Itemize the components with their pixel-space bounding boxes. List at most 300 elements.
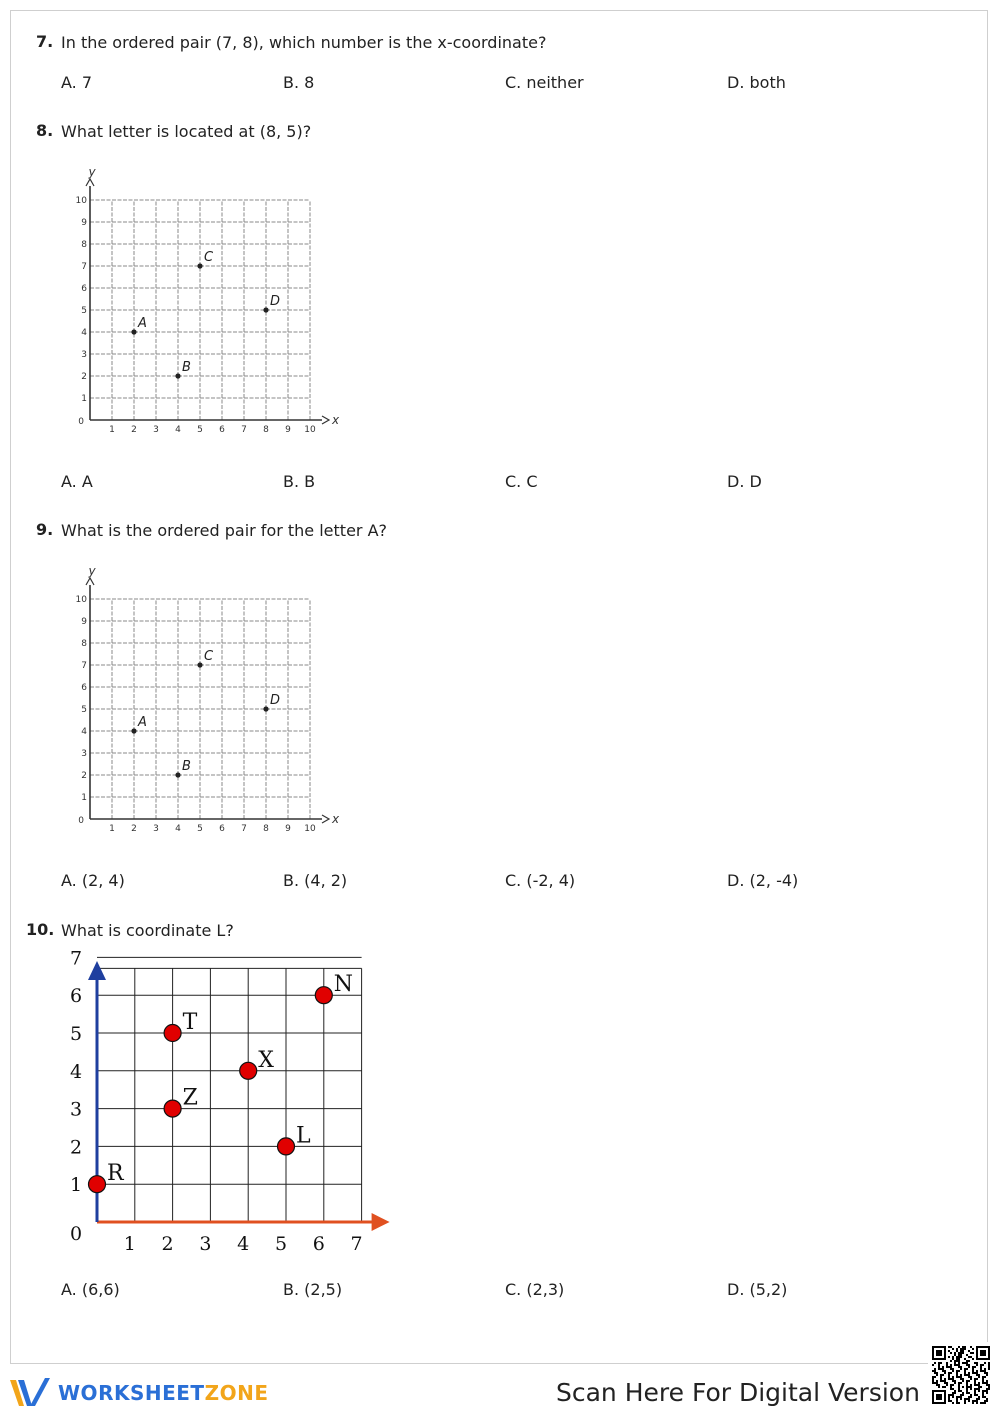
qr-module	[972, 1352, 974, 1354]
qr-module	[968, 1386, 970, 1388]
qr-module	[952, 1370, 954, 1372]
data-point	[315, 987, 332, 1004]
qr-module	[970, 1346, 972, 1348]
y-tick-label: 3	[69, 1098, 83, 1121]
qr-module	[956, 1358, 958, 1360]
qr-module	[962, 1392, 964, 1394]
qr-module	[964, 1370, 966, 1372]
qr-finder-center	[980, 1350, 986, 1356]
qr-module	[984, 1400, 986, 1402]
option-d[interactable]: D. both	[727, 73, 786, 92]
x-tick-label: 4	[175, 425, 181, 435]
qr-module	[960, 1390, 962, 1392]
qr-module	[986, 1372, 988, 1374]
option-b[interactable]: B. 8	[283, 73, 315, 92]
qr-module	[952, 1384, 954, 1386]
qr-module	[982, 1392, 984, 1394]
point-label: N	[333, 972, 354, 998]
qr-module	[960, 1378, 962, 1380]
qr-module	[950, 1366, 952, 1368]
data-point	[240, 1062, 257, 1079]
qr-module	[956, 1374, 958, 1376]
qr-module	[942, 1386, 944, 1388]
qr-module	[968, 1366, 970, 1368]
qr-module	[956, 1360, 958, 1362]
y-tick-label: 10	[75, 196, 87, 206]
qr-module	[950, 1386, 952, 1388]
brand-name: WORKSHEETZONE	[58, 1381, 269, 1405]
point-label: B	[182, 759, 191, 774]
y-axis-arrow	[86, 179, 94, 186]
qr-module	[966, 1398, 968, 1400]
x-tick-label: 4	[175, 824, 181, 834]
qr-module	[974, 1384, 976, 1386]
qr-module	[982, 1394, 984, 1396]
qr-module	[972, 1348, 974, 1350]
point-label: X	[258, 1047, 274, 1073]
option-b[interactable]: B. (2,5)	[283, 1280, 343, 1299]
x-tick-label: 2	[131, 425, 137, 435]
data-point	[263, 706, 268, 711]
brand-logo	[8, 1376, 268, 1410]
qr-module	[962, 1394, 964, 1396]
qr-module	[980, 1386, 982, 1388]
x-tick-label: 3	[199, 1233, 212, 1255]
qr-module	[960, 1352, 962, 1354]
qr-module	[938, 1362, 940, 1364]
qr-module	[950, 1364, 952, 1366]
qr-module	[986, 1400, 988, 1402]
qr-module	[978, 1374, 980, 1376]
qr-module	[976, 1400, 978, 1402]
point-label: T	[182, 1010, 198, 1035]
qr-module	[982, 1378, 984, 1380]
qr-module	[970, 1386, 972, 1388]
qr-module	[942, 1366, 944, 1368]
x-axis-arrow	[372, 1213, 390, 1231]
qr-module	[954, 1382, 956, 1384]
qr-module	[966, 1368, 968, 1370]
qr-module	[968, 1364, 970, 1366]
x-tick-label: 5	[274, 1233, 288, 1255]
point-label: C	[204, 250, 214, 265]
qr-module	[976, 1374, 978, 1376]
qr-module	[956, 1348, 958, 1350]
qr-module	[986, 1380, 988, 1382]
x-tick-label: 7	[241, 824, 247, 834]
y-axis-label: y	[88, 564, 96, 578]
data-point	[197, 662, 202, 667]
qr-module	[968, 1398, 970, 1400]
qr-module	[952, 1380, 954, 1382]
qr-module	[982, 1382, 984, 1384]
qr-module	[976, 1394, 978, 1396]
qr-module	[964, 1398, 966, 1400]
qr-module	[976, 1370, 978, 1372]
qr-module	[956, 1396, 958, 1398]
point-label: A	[138, 715, 147, 730]
qr-module	[954, 1364, 956, 1366]
qr-module	[984, 1390, 986, 1392]
qr-module	[932, 1378, 934, 1380]
qr-module	[964, 1402, 966, 1404]
qr-module	[958, 1352, 960, 1354]
qr-module	[952, 1368, 954, 1370]
option-b[interactable]: B. B	[283, 472, 316, 491]
qr-module	[956, 1398, 958, 1400]
y-tick-label: 1	[69, 1174, 83, 1197]
qr-module	[944, 1372, 946, 1374]
qr-module	[950, 1378, 952, 1380]
qr-module	[956, 1372, 958, 1374]
option-a[interactable]: A. 7	[61, 73, 93, 92]
qr-module	[962, 1350, 964, 1352]
qr-module	[980, 1366, 982, 1368]
qr-module	[976, 1362, 978, 1364]
qr-module	[944, 1378, 946, 1380]
x-tick-label: 1	[109, 425, 115, 435]
qr-module	[950, 1388, 952, 1390]
qr-module	[936, 1384, 938, 1386]
qr-module	[986, 1382, 988, 1384]
qr-module	[944, 1382, 946, 1384]
qr-module	[986, 1374, 988, 1376]
point-label: B	[182, 360, 191, 375]
x-tick-label: 1	[109, 824, 115, 834]
qr-module	[986, 1384, 988, 1386]
qr-module	[952, 1394, 954, 1396]
qr-module	[958, 1402, 960, 1404]
qr-module	[978, 1388, 980, 1390]
x-axis-arrow	[322, 815, 329, 823]
qr-module	[958, 1388, 960, 1390]
y-tick-label: 5	[69, 1023, 83, 1045]
qr-module	[980, 1370, 982, 1372]
x-tick-label: 2	[161, 1233, 174, 1255]
qr-module	[960, 1394, 962, 1396]
qr-module	[948, 1350, 950, 1352]
qr-code-icon[interactable]	[928, 1342, 994, 1408]
option-d[interactable]: D. (2, -4)	[727, 871, 799, 890]
qr-module	[944, 1380, 946, 1382]
qr-module	[976, 1384, 978, 1386]
y-tick-label: 2	[69, 1136, 83, 1159]
qr-module	[964, 1362, 966, 1364]
qr-module	[982, 1380, 984, 1382]
question-text: What letter is located at (8, 5)?	[61, 122, 312, 141]
y-tick-label: 9	[81, 617, 87, 627]
worksheetzone-w-logo-icon	[8, 1376, 52, 1410]
qr-module	[966, 1354, 968, 1356]
qr-module	[978, 1398, 980, 1400]
qr-module	[974, 1380, 976, 1382]
qr-module	[974, 1382, 976, 1384]
qr-module	[982, 1402, 984, 1404]
scan-instruction: Scan Here For Digital Version	[556, 1378, 920, 1407]
x-tick-label: 2	[131, 824, 137, 834]
qr-module	[932, 1382, 934, 1384]
qr-module	[980, 1402, 982, 1404]
qr-module	[986, 1398, 988, 1400]
option-a[interactable]: A. (2, 4)	[61, 871, 125, 890]
qr-module	[946, 1384, 948, 1386]
x-tick-label: 9	[285, 824, 291, 834]
qr-module	[960, 1398, 962, 1400]
qr-module	[968, 1374, 970, 1376]
question-number: 9.	[36, 520, 54, 539]
qr-module	[934, 1376, 936, 1378]
qr-module	[988, 1366, 990, 1368]
option-c[interactable]: C. (-2, 4)	[505, 871, 576, 890]
question-text: What is coordinate L?	[61, 921, 234, 940]
qr-module	[950, 1394, 952, 1396]
qr-module	[936, 1372, 938, 1374]
y-tick-label: 2	[81, 771, 87, 781]
y-tick-label: 7	[81, 661, 87, 671]
qr-module	[974, 1392, 976, 1394]
x-tick-label: 10	[304, 824, 316, 834]
x-tick-label: 7	[241, 425, 247, 435]
qr-module	[984, 1396, 986, 1398]
x-tick-label: 3	[153, 425, 159, 435]
option-d[interactable]: D. D	[727, 472, 762, 491]
question-text: In the ordered pair (7, 8), which number is the x-coordinate?	[61, 33, 547, 52]
y-axis-arrow	[88, 961, 106, 980]
qr-module	[988, 1364, 990, 1366]
coordinate-grid-q10	[50, 947, 390, 1260]
x-tick-label: 5	[197, 425, 203, 435]
x-tick-label: 10	[304, 425, 316, 435]
qr-module	[968, 1396, 970, 1398]
qr-module	[934, 1372, 936, 1374]
qr-module	[974, 1400, 976, 1402]
qr-module	[958, 1384, 960, 1386]
qr-module	[958, 1386, 960, 1388]
question-text: What is the ordered pair for the letter A?	[61, 521, 388, 540]
qr-module	[960, 1348, 962, 1350]
qr-module	[934, 1362, 936, 1364]
qr-module	[948, 1400, 950, 1402]
coordinate-grid-q8	[60, 158, 360, 448]
qr-module	[962, 1346, 964, 1348]
qr-module	[962, 1380, 964, 1382]
x-axis-label: x	[332, 413, 340, 427]
data-point	[164, 1100, 181, 1117]
qr-module	[988, 1368, 990, 1370]
qr-module	[952, 1348, 954, 1350]
qr-module	[976, 1388, 978, 1390]
qr-module	[960, 1368, 962, 1370]
point-label: A	[138, 316, 147, 331]
qr-module	[966, 1374, 968, 1376]
qr-module	[956, 1350, 958, 1352]
data-point	[89, 1176, 106, 1193]
qr-module	[932, 1370, 934, 1372]
qr-module	[968, 1372, 970, 1374]
qr-module	[942, 1380, 944, 1382]
qr-module	[932, 1380, 934, 1382]
qr-module	[946, 1366, 948, 1368]
qr-module	[952, 1376, 954, 1378]
qr-module	[960, 1382, 962, 1384]
option-a[interactable]: A. (6,6)	[61, 1280, 120, 1299]
qr-module	[958, 1376, 960, 1378]
qr-module	[982, 1370, 984, 1372]
qr-module	[970, 1378, 972, 1380]
qr-module	[964, 1346, 966, 1348]
qr-module	[974, 1394, 976, 1396]
qr-module	[984, 1382, 986, 1384]
qr-module	[948, 1366, 950, 1368]
option-d[interactable]: D. (5,2)	[727, 1280, 788, 1299]
qr-module	[934, 1368, 936, 1370]
qr-module	[948, 1398, 950, 1400]
point-label: R	[107, 1161, 124, 1187]
qr-module	[968, 1360, 970, 1362]
point-label: C	[204, 649, 214, 664]
qr-module	[958, 1390, 960, 1392]
qr-module	[984, 1372, 986, 1374]
y-axis-label: y	[88, 165, 96, 179]
qr-module	[958, 1346, 960, 1348]
qr-module	[954, 1362, 956, 1364]
data-point	[164, 1025, 181, 1042]
qr-module	[978, 1396, 980, 1398]
qr-module	[964, 1358, 966, 1360]
point-label: Z	[182, 1085, 198, 1111]
y-tick-label: 5	[81, 306, 87, 316]
y-tick-label: 4	[69, 1060, 83, 1083]
qr-module	[950, 1346, 952, 1348]
qr-module	[970, 1376, 972, 1378]
qr-module	[972, 1372, 974, 1374]
x-tick-label: 9	[285, 425, 291, 435]
qr-module	[940, 1376, 942, 1378]
qr-module	[968, 1380, 970, 1382]
qr-module	[982, 1396, 984, 1398]
qr-module	[960, 1350, 962, 1352]
qr-module	[946, 1364, 948, 1366]
y-tick-label: 3	[81, 749, 87, 759]
qr-module	[938, 1384, 940, 1386]
y-tick-label: 7	[81, 262, 87, 272]
qr-module	[978, 1376, 980, 1378]
qr-module	[956, 1364, 958, 1366]
qr-module	[962, 1348, 964, 1350]
point-label: D	[270, 294, 281, 309]
qr-module	[948, 1378, 950, 1380]
option-c[interactable]: C. neither	[505, 73, 584, 92]
qr-module	[966, 1364, 968, 1366]
qr-module	[952, 1356, 954, 1358]
qr-module	[982, 1364, 984, 1366]
qr-module	[974, 1378, 976, 1380]
qr-module	[958, 1396, 960, 1398]
question-number: 10.	[26, 920, 55, 939]
qr-module	[984, 1376, 986, 1378]
qr-module	[938, 1366, 940, 1368]
qr-module	[940, 1368, 942, 1370]
y-tick-label: 0	[69, 1223, 83, 1245]
qr-module	[976, 1398, 978, 1400]
qr-module	[988, 1384, 990, 1386]
qr-module	[942, 1368, 944, 1370]
qr-module	[952, 1358, 954, 1360]
data-point	[175, 772, 180, 777]
x-tick-label: 6	[219, 425, 225, 435]
qr-module	[982, 1390, 984, 1392]
qr-module	[958, 1370, 960, 1372]
x-tick-label: 6	[219, 824, 225, 834]
qr-module	[970, 1394, 972, 1396]
qr-module	[952, 1378, 954, 1380]
qr-module	[934, 1370, 936, 1372]
qr-module	[966, 1390, 968, 1392]
qr-module	[960, 1356, 962, 1358]
qr-module	[972, 1366, 974, 1368]
qr-module	[966, 1362, 968, 1364]
option-c[interactable]: C. C	[505, 472, 538, 491]
qr-module	[938, 1364, 940, 1366]
qr-module	[950, 1368, 952, 1370]
qr-module	[948, 1374, 950, 1376]
qr-module	[966, 1392, 968, 1394]
qr-module	[968, 1376, 970, 1378]
y-axis-arrow	[86, 578, 94, 585]
qr-module	[932, 1364, 934, 1366]
qr-module	[958, 1360, 960, 1362]
qr-module	[948, 1376, 950, 1378]
qr-module	[950, 1400, 952, 1402]
y-tick-label: 4	[81, 727, 87, 737]
y-tick-label: 6	[81, 683, 87, 693]
qr-module	[964, 1372, 966, 1374]
qr-module	[972, 1358, 974, 1360]
qr-module	[972, 1370, 974, 1372]
qr-module	[984, 1402, 986, 1404]
qr-module	[986, 1390, 988, 1392]
qr-module	[966, 1388, 968, 1390]
option-c[interactable]: C. (2,3)	[505, 1280, 565, 1299]
qr-module	[960, 1366, 962, 1368]
qr-module	[972, 1400, 974, 1402]
qr-module	[970, 1384, 972, 1386]
data-point	[263, 307, 268, 312]
x-tick-label: 0	[78, 816, 84, 826]
option-b[interactable]: B. (4, 2)	[283, 871, 348, 890]
x-tick-label: 0	[78, 417, 84, 427]
y-tick-label: 7	[69, 947, 83, 970]
qr-module	[974, 1388, 976, 1390]
qr-module	[968, 1400, 970, 1402]
qr-module	[964, 1374, 966, 1376]
qr-module	[944, 1386, 946, 1388]
qr-module	[940, 1374, 942, 1376]
qr-module	[962, 1378, 964, 1380]
qr-module	[958, 1354, 960, 1356]
qr-module	[984, 1362, 986, 1364]
qr-module	[988, 1386, 990, 1388]
qr-module	[964, 1400, 966, 1402]
qr-module	[958, 1366, 960, 1368]
qr-module	[942, 1374, 944, 1376]
option-a[interactable]: A. A	[61, 472, 93, 491]
qr-module	[936, 1380, 938, 1382]
y-tick-label: 6	[69, 985, 83, 1008]
qr-module	[952, 1402, 954, 1404]
x-tick-label: 5	[197, 824, 203, 834]
qr-module	[974, 1372, 976, 1374]
